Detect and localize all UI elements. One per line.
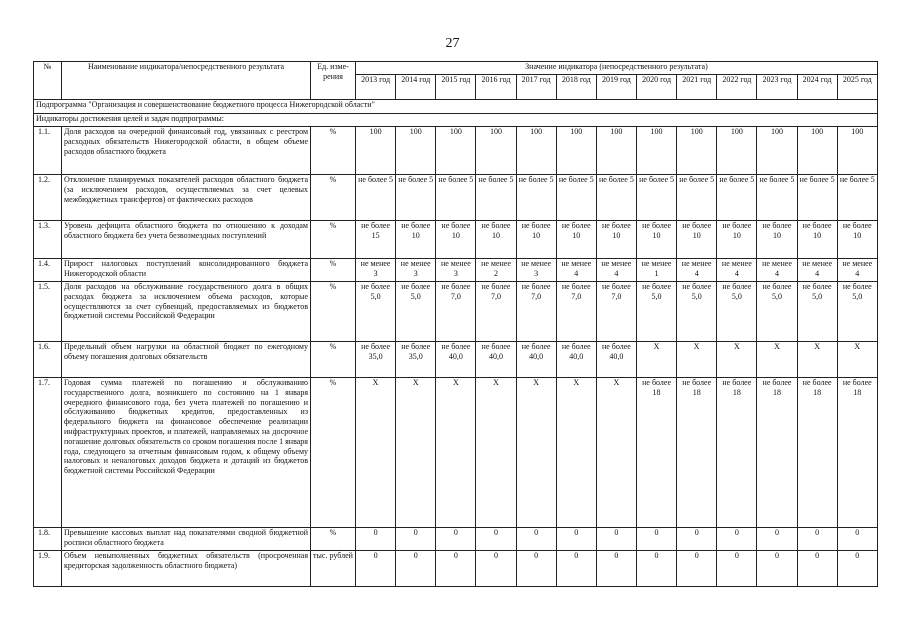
value-cell: не более 40,0: [516, 342, 556, 378]
header-unit: Ед. изме-рения: [311, 62, 356, 100]
subprogram-title: Подпрограмма "Организация и совершенствование бюджетного процесса Нижегородской области": [34, 100, 878, 114]
value-cell: 0: [837, 551, 877, 587]
value-cell: 0: [717, 551, 757, 587]
value-cell: не более 10: [797, 221, 837, 259]
value-cell: не более 40,0: [556, 342, 596, 378]
indicator-name: Годовая сумма платежей по погашению и обслуживанию государственного долга, возникшего по состоянию на 1 января очередного финансового года, без учета платежей по погашению и обслуживанию бюджетных кредитов, предоставленных из федерального бюджета на финансовое обеспечение реализации инфраструктурных проектов, и платежей, направляемых на досрочное погашение долговых обязательств со сроком погашения после 1 января года, следующего за отчетным финансовым годом, к общему объему налоговых и неналоговых доходов бюджета и дотаций из бюджетов бюджетной системы Российской Федерации: [62, 378, 311, 528]
value-cell: не более 18: [636, 378, 676, 528]
unit: %: [311, 528, 356, 551]
value-cell: 0: [717, 528, 757, 551]
header-year: 2016 год: [476, 75, 516, 100]
value-cell: не более 5: [837, 175, 877, 221]
value-cell: 0: [757, 551, 797, 587]
header-value: Значение индикатора (непосредственного результата): [356, 62, 878, 75]
value-cell: не более 7,0: [436, 282, 476, 342]
indicator-name: Объем невыполненных бюджетных обязательств (просроченная кредиторская задолженность областного бюджета): [62, 551, 311, 587]
header-year: 2018 год: [556, 75, 596, 100]
value-cell: 100: [356, 127, 396, 175]
row-number: 1.8.: [34, 528, 62, 551]
table-row: [34, 259, 878, 282]
value-cell: X: [396, 378, 436, 528]
value-cell: 0: [476, 551, 516, 587]
value-cell: не более 5: [396, 175, 436, 221]
value-cell: не более 10: [677, 221, 717, 259]
value-cell: не более 10: [717, 221, 757, 259]
value-cell: X: [476, 378, 516, 528]
value-cell: не более 10: [556, 221, 596, 259]
value-cell: не более 5,0: [636, 282, 676, 342]
table-row: [34, 175, 878, 221]
indicator-name: Доля расходов на обслуживание государственного долга в общих расходах бюджета за исключением объема расходов, которые осуществляются за счет субвенций, предоставляемых из бюджетов бюджетной системы Российской Федерации: [62, 282, 311, 342]
value-cell: не более 10: [837, 221, 877, 259]
value-cell: не более 5: [556, 175, 596, 221]
header-name: Наименование индикатора/непосредственного результата: [62, 62, 311, 100]
value-cell: X: [636, 342, 676, 378]
value-cell: не более 15: [356, 221, 396, 259]
value-cell: не более 18: [797, 378, 837, 528]
value-cell: не более 10: [516, 221, 556, 259]
value-cell: X: [757, 342, 797, 378]
indicators-table: [33, 61, 878, 587]
value-cell: 0: [356, 528, 396, 551]
value-cell: не более 5,0: [396, 282, 436, 342]
indicator-name: Превышение кассовых выплат над показателями сводной бюджетной росписи областного бюджета: [62, 528, 311, 551]
unit: %: [311, 259, 356, 282]
value-cell: 0: [797, 528, 837, 551]
page-number: 27: [445, 36, 460, 51]
value-cell: не более 18: [757, 378, 797, 528]
table-row: [34, 282, 878, 342]
value-cell: 0: [436, 528, 476, 551]
value-cell: не менее 4: [757, 259, 797, 282]
value-cell: 100: [476, 127, 516, 175]
value-cell: не более 5: [757, 175, 797, 221]
value-cell: не более 5: [516, 175, 556, 221]
header-year: 2024 год: [797, 75, 837, 100]
value-cell: X: [596, 378, 636, 528]
value-cell: не более 5,0: [757, 282, 797, 342]
value-cell: 100: [556, 127, 596, 175]
value-cell: 100: [757, 127, 797, 175]
value-cell: 0: [556, 528, 596, 551]
row-number: 1.1.: [34, 127, 62, 175]
value-cell: не более 7,0: [556, 282, 596, 342]
indicator-name: Прирост налоговых поступлений консолидированного бюджета Нижегородской области: [62, 259, 311, 282]
value-cell: не более 10: [436, 221, 476, 259]
value-cell: не менее 4: [556, 259, 596, 282]
table-row: [34, 221, 878, 259]
value-cell: 100: [837, 127, 877, 175]
row-number: 1.3.: [34, 221, 62, 259]
value-cell: 0: [516, 528, 556, 551]
unit: тыс. рублей: [311, 551, 356, 587]
header-year: 2013 год: [356, 75, 396, 100]
table-row: [34, 528, 878, 551]
row-number: 1.9.: [34, 551, 62, 587]
header-year: 2015 год: [436, 75, 476, 100]
value-cell: не более 5: [476, 175, 516, 221]
header-year: 2019 год: [596, 75, 636, 100]
unit: %: [311, 282, 356, 342]
value-cell: 0: [556, 551, 596, 587]
value-cell: не более 35,0: [396, 342, 436, 378]
value-cell: 0: [396, 551, 436, 587]
header-year: 2020 год: [636, 75, 676, 100]
value-cell: не более 18: [717, 378, 757, 528]
value-cell: не более 35,0: [356, 342, 396, 378]
value-cell: не менее 3: [516, 259, 556, 282]
table-row: [34, 551, 878, 587]
value-cell: X: [556, 378, 596, 528]
value-cell: 100: [717, 127, 757, 175]
value-cell: не более 10: [596, 221, 636, 259]
table-row: [34, 127, 878, 175]
value-cell: не более 7,0: [596, 282, 636, 342]
value-cell: не более 40,0: [436, 342, 476, 378]
value-cell: не более 5,0: [837, 282, 877, 342]
unit: %: [311, 221, 356, 259]
value-cell: X: [837, 342, 877, 378]
value-cell: 0: [596, 551, 636, 587]
row-number: 1.7.: [34, 378, 62, 528]
value-cell: X: [717, 342, 757, 378]
header-year: 2014 год: [396, 75, 436, 100]
value-cell: не менее 4: [596, 259, 636, 282]
value-cell: 100: [677, 127, 717, 175]
table-row: [34, 342, 878, 378]
value-cell: 0: [797, 551, 837, 587]
value-cell: 0: [516, 551, 556, 587]
unit: %: [311, 127, 356, 175]
value-cell: X: [516, 378, 556, 528]
value-cell: не более 10: [636, 221, 676, 259]
value-cell: не менее 1: [636, 259, 676, 282]
value-cell: не менее 3: [356, 259, 396, 282]
header-year: 2022 год: [717, 75, 757, 100]
value-cell: не менее 4: [837, 259, 877, 282]
value-cell: не более 5,0: [717, 282, 757, 342]
value-cell: не более 7,0: [476, 282, 516, 342]
value-cell: 100: [797, 127, 837, 175]
value-cell: не более 5,0: [677, 282, 717, 342]
value-cell: 0: [436, 551, 476, 587]
row-number: 1.4.: [34, 259, 62, 282]
value-cell: не более 7,0: [516, 282, 556, 342]
unit: %: [311, 378, 356, 528]
value-cell: не более 5: [717, 175, 757, 221]
value-cell: 0: [677, 528, 717, 551]
value-cell: X: [797, 342, 837, 378]
value-cell: 0: [677, 551, 717, 587]
value-cell: не более 18: [677, 378, 717, 528]
value-cell: не более 5,0: [356, 282, 396, 342]
value-cell: не менее 3: [436, 259, 476, 282]
unit: %: [311, 175, 356, 221]
value-cell: X: [436, 378, 476, 528]
value-cell: не более 5: [636, 175, 676, 221]
value-cell: не более 10: [757, 221, 797, 259]
value-cell: 100: [396, 127, 436, 175]
indicator-name: Предельный объем нагрузки на областной бюджет по ежегодному объему погашения долговых обязательств: [62, 342, 311, 378]
value-cell: не менее 3: [396, 259, 436, 282]
value-cell: не более 40,0: [476, 342, 516, 378]
value-cell: не более 10: [476, 221, 516, 259]
header-year: 2017 год: [516, 75, 556, 100]
value-cell: 0: [636, 551, 676, 587]
row-number: 1.6.: [34, 342, 62, 378]
value-cell: не более 5: [797, 175, 837, 221]
value-cell: не менее 4: [677, 259, 717, 282]
value-cell: не более 5: [596, 175, 636, 221]
header-year: 2025 год: [837, 75, 877, 100]
row-number: 1.2.: [34, 175, 62, 221]
value-cell: 100: [596, 127, 636, 175]
value-cell: 100: [436, 127, 476, 175]
value-cell: 0: [356, 551, 396, 587]
value-cell: не более 5: [356, 175, 396, 221]
value-cell: не более 10: [396, 221, 436, 259]
value-cell: 100: [516, 127, 556, 175]
value-cell: не более 5: [436, 175, 476, 221]
value-cell: 0: [476, 528, 516, 551]
value-cell: не менее 4: [797, 259, 837, 282]
value-cell: 0: [757, 528, 797, 551]
unit: %: [311, 342, 356, 378]
table-row: [34, 378, 878, 528]
header-num: №: [34, 62, 62, 100]
value-cell: 0: [636, 528, 676, 551]
value-cell: 100: [636, 127, 676, 175]
indicator-name: Отклонение планируемых показателей расходов областного бюджета (за исключением расходов, осуществляемых за счет целевых межбюджетных трансфертов) от фактических расходов: [62, 175, 311, 221]
value-cell: не менее 2: [476, 259, 516, 282]
header-year: 2023 год: [757, 75, 797, 100]
value-cell: X: [677, 342, 717, 378]
row-number: 1.5.: [34, 282, 62, 342]
indicator-name: Уровень дефицита областного бюджета по отношению к доходам областного бюджета без учета безвозмездных поступлений: [62, 221, 311, 259]
value-cell: не более 5,0: [797, 282, 837, 342]
value-cell: 0: [596, 528, 636, 551]
header-year: 2021 год: [677, 75, 717, 100]
value-cell: 0: [396, 528, 436, 551]
value-cell: не более 40,0: [596, 342, 636, 378]
value-cell: не менее 4: [717, 259, 757, 282]
value-cell: X: [356, 378, 396, 528]
value-cell: не более 18: [837, 378, 877, 528]
indicators-title: Индикаторы достижения целей и задач подпрограммы:: [34, 114, 878, 127]
value-cell: 0: [837, 528, 877, 551]
indicator-name: Доля расходов на очередной финансовый год, увязанных с реестром расходных обязательств Нижегородской области, в общем объеме расходов областного бюджета: [62, 127, 311, 175]
value-cell: не более 5: [677, 175, 717, 221]
